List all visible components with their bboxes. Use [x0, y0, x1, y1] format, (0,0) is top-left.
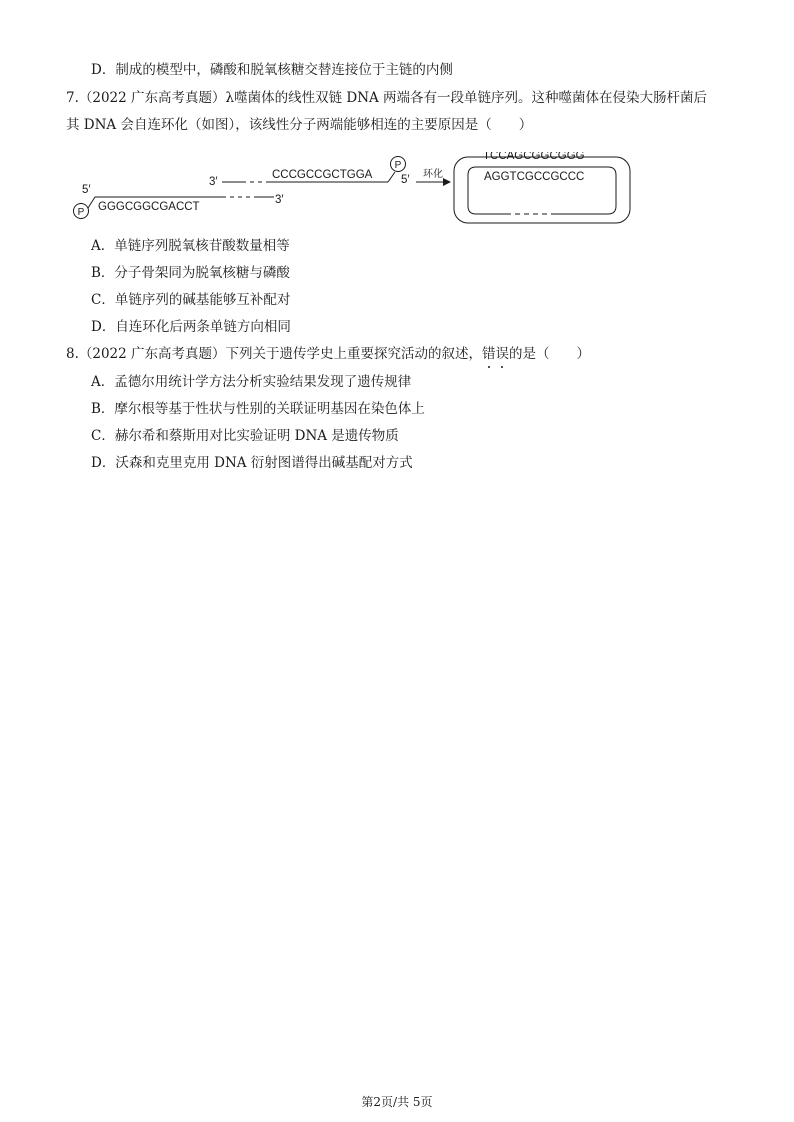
q8-emphasis-1: 错 [482, 346, 496, 362]
option-label: B． [91, 401, 115, 417]
seq-top-right: CCCGCCGCTGGA [272, 169, 373, 181]
option-label: A． [91, 374, 115, 390]
option-text: 赫尔希和蔡斯用对比实验证明 DNA 是遗传物质 [114, 428, 399, 444]
option-text: 制成的模型中，磷酸和脱氧核糖交替连接位于主链的内侧 [115, 62, 453, 78]
q8-option-b [91, 400, 425, 418]
q8-stem-before: 8.（2022 广东高考真题）下列关于遗传学史上重要探究活动的叙述， [66, 346, 483, 362]
right-overhang-tail [388, 172, 395, 182]
option-label: C． [91, 428, 115, 444]
option-label: C． [91, 292, 115, 308]
q8-option-a [91, 373, 411, 391]
option-text: 摩尔根等基于性状与性别的关联证明基因在染色体上 [114, 401, 425, 417]
option-label: D． [91, 62, 116, 78]
circle-outer-seq: TCCAGCGGCGGG [483, 152, 585, 163]
q7-option-d [91, 318, 291, 336]
left-overhang-tail [88, 197, 95, 208]
option-label: D． [91, 319, 116, 335]
q8-emphasis-2: 误 [495, 346, 510, 362]
five-prime-right: 5′ [401, 174, 410, 186]
option-label: D． [91, 455, 116, 471]
q8-option-d [91, 454, 413, 472]
phosphate-left-label: P [77, 207, 85, 218]
diagram-svg [62, 152, 652, 230]
option-text: 沃森和克里克用 DNA 衍射图谱得出碱基配对方式 [115, 455, 413, 471]
q7-option-a [91, 237, 290, 255]
q8-option-c [91, 427, 399, 445]
circle-inner-seq: AGGTCGCCGCCC [484, 171, 585, 183]
dna-circularization-diagram [62, 152, 652, 230]
q8-stem-after: 的是（ ） [509, 346, 591, 362]
page-number-footer: 第2页/共 5页 [361, 1095, 433, 1109]
option-text: 分子骨架同为脱氧核糖与磷酸 [114, 265, 290, 281]
prev-option-d [91, 61, 453, 79]
q8-stem [66, 345, 590, 363]
option-label: B． [91, 265, 115, 281]
phosphate-right-label: P [394, 160, 402, 171]
three-prime-top: 3′ [209, 176, 218, 188]
three-prime-bottom: 3′ [275, 194, 284, 206]
option-text: 单链序列脱氧核苷酸数量相等 [114, 238, 290, 254]
five-prime-left: 5′ [82, 184, 91, 196]
q7-option-b [91, 264, 290, 282]
q7-option-c [91, 291, 290, 309]
arrow-label: 环化 [423, 169, 443, 180]
option-text: 孟德尔用统计学方法分析实验结果发现了遗传规律 [114, 374, 412, 390]
q7-stem-line2: 其 DNA 会自连环化（如图），该线性分子两端能够相连的主要原因是（ ） [66, 117, 533, 133]
option-text: 单链序列的碱基能够互补配对 [114, 292, 291, 308]
seq-bottom-left: GGGCGGCGACCT [98, 201, 200, 213]
option-text: 自连环化后两条单链方向相同 [115, 319, 291, 335]
q7-stem-line1: 7.（2022 广东高考真题）λ噬菌体的线性双链 DNA 两端各有一段单链序列。这种噬菌体在侵染大肠杆菌后 [66, 90, 708, 106]
option-label: A． [91, 238, 115, 254]
